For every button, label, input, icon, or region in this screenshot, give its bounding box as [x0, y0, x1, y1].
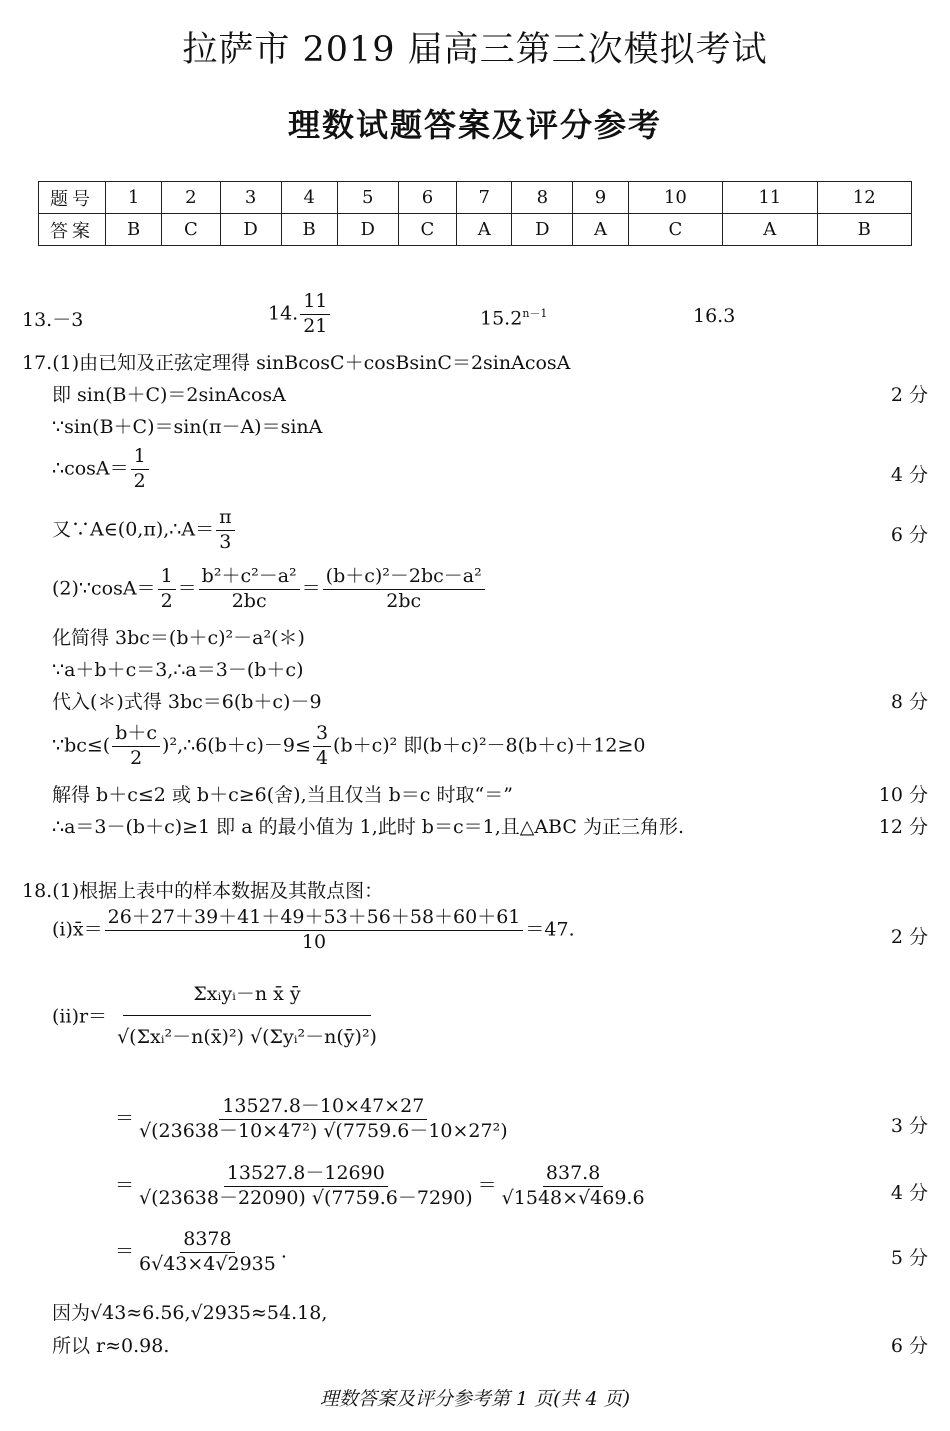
table-cell: 8: [512, 182, 573, 214]
fraction: [105, 906, 524, 955]
denominator: √1548×√469.6: [501, 1186, 645, 1209]
table-cell: C: [398, 214, 456, 246]
denominator: 2bc: [386, 589, 422, 612]
equals: ＝: [115, 1107, 135, 1130]
numerator: (b＋c)²－2bc－a²: [323, 565, 485, 590]
table-cell: 10: [628, 182, 722, 214]
fraction: [313, 722, 331, 771]
table-cell: 4: [281, 182, 337, 214]
row-label-number: 题号: [39, 182, 106, 214]
denominator: 6√43×4√2935: [139, 1252, 276, 1275]
score-label: 4 分: [890, 464, 928, 486]
numerator: 3: [313, 722, 331, 747]
table-row-answers: [39, 214, 912, 246]
answer-13: 13.－3: [22, 309, 84, 331]
denominator: √(23638－10×47²) √(7759.6－10×27²): [139, 1119, 508, 1142]
numerator: 837.8: [543, 1162, 603, 1187]
numerator: 11: [300, 290, 330, 315]
denominator: 2: [130, 746, 143, 769]
q18-line-2: [52, 906, 575, 955]
q18-line-7: 因为√43≈6.56,√2935≈54.18,: [52, 1302, 328, 1324]
table-cell: 7: [457, 182, 512, 214]
fraction: [136, 1095, 511, 1144]
table-cell: D: [337, 214, 398, 246]
score-label: 10 分: [878, 784, 928, 806]
fraction: [109, 975, 385, 1060]
answer-14-label: 14.: [268, 302, 299, 325]
score-label: 5 分: [890, 1247, 928, 1269]
equals: ＝: [301, 577, 321, 600]
numerator: Σxᵢyᵢ－n x̄ ȳ: [123, 975, 370, 1016]
fraction: [300, 290, 330, 339]
denominator: 2: [160, 589, 173, 612]
table-cell: 1: [106, 182, 162, 214]
q18-line-8: 所以 r≈0.98.: [52, 1335, 170, 1357]
page-subtitle: 理数试题答案及评分参考: [287, 106, 662, 144]
q18-line-5: [115, 1162, 650, 1211]
expr: ∵bc≤(: [52, 734, 111, 757]
denominator: 3: [219, 530, 232, 553]
numerator: b＋c: [112, 722, 160, 747]
table-cell: A: [723, 214, 817, 246]
table-cell: D: [512, 214, 573, 246]
expr: ＝47.: [525, 918, 575, 941]
table-cell: 11: [723, 182, 817, 214]
numerator: π: [216, 506, 235, 531]
table-cell: B: [281, 214, 337, 246]
numerator: 13527.8－12690: [224, 1162, 388, 1187]
expr: )²,∴6(b＋c)－9≤: [162, 734, 311, 757]
table-cell: 12: [817, 182, 912, 214]
q17-line-2: 即 sin(B＋C)＝2sinAcosA: [52, 384, 286, 406]
expr: (ⅱ)r＝: [52, 1005, 108, 1028]
fraction: [216, 506, 235, 555]
expr: 又∵A∈(0,π),∴A＝: [52, 518, 215, 541]
q17-line-6: [52, 565, 487, 614]
expr: (2)∵cosA＝: [52, 577, 156, 600]
page-footer: 理数答案及评分参考第 1 页(共 4 页): [319, 1388, 631, 1410]
denominator: √(Σxᵢ²－n(x̄)²) √(Σyᵢ²－n(ȳ)²): [117, 1025, 377, 1048]
answer-15: [480, 305, 547, 329]
table-cell: B: [817, 214, 912, 246]
numerator: 1: [131, 445, 149, 470]
score-label: 2 分: [890, 384, 928, 406]
expr: (ⅰ)x̄＝: [52, 918, 103, 941]
q18-line-3: [52, 975, 387, 1060]
score-label: 6 分: [890, 1335, 928, 1357]
denominator: 2bc: [231, 589, 267, 612]
numerator: b²＋c²－a²: [199, 565, 300, 590]
score-label: 4 分: [890, 1182, 928, 1204]
equals: ＝: [177, 577, 197, 600]
period: .: [280, 1240, 287, 1263]
denominator: 10: [301, 930, 327, 953]
equals: ＝: [115, 1240, 135, 1263]
score-label: 6 分: [890, 524, 928, 546]
answer-14: [268, 290, 332, 339]
fraction: [158, 565, 176, 614]
table-cell: 3: [220, 182, 281, 214]
score-label: 8 分: [890, 691, 928, 713]
page-title: 拉萨市 2019 届高三第三次模拟考试: [182, 30, 768, 70]
table-cell: D: [220, 214, 281, 246]
table-cell: B: [106, 214, 162, 246]
equals: ＝: [115, 1174, 135, 1197]
answer-16: 16.3: [693, 305, 736, 327]
q18-line-6: [115, 1228, 287, 1277]
fraction: [499, 1162, 648, 1211]
row-label-answer: 答案: [39, 214, 106, 246]
fraction: [112, 722, 160, 771]
score-label: 12 分: [878, 816, 928, 838]
table-cell: A: [457, 214, 512, 246]
q18-line-1: 18.(1)根据上表中的样本数据及其散点图：: [22, 880, 384, 902]
q17-line-11: 解得 b＋c≤2 或 b＋c≥6(舍),当且仅当 b＝c 时取“＝”: [52, 784, 513, 806]
table-cell: A: [573, 214, 628, 246]
denominator: √(23638－22090) √(7759.6－7290): [139, 1186, 473, 1209]
table-cell: 6: [398, 182, 456, 214]
answer-table: [38, 181, 912, 246]
q17-line-10: [52, 722, 645, 771]
fraction: [136, 1228, 279, 1277]
table-cell: 9: [573, 182, 628, 214]
equals: ＝: [477, 1174, 497, 1197]
q17-line-7: 化简得 3bc＝(b＋c)²－a²(＊): [52, 627, 305, 649]
numerator: 26＋27＋39＋41＋49＋53＋56＋58＋60＋61: [105, 906, 524, 931]
denominator: 2: [133, 469, 146, 492]
q18-line-4: [115, 1095, 513, 1144]
denominator: 21: [303, 314, 328, 337]
numerator: 1: [158, 565, 176, 590]
fraction: [323, 565, 485, 614]
table-cell: 5: [337, 182, 398, 214]
score-label: 3 分: [890, 1115, 928, 1137]
fraction: [136, 1162, 476, 1211]
q17-line-4: [52, 445, 151, 494]
table-row-numbers: [39, 182, 912, 214]
q17-line-9: 代入(＊)式得 3bc＝6(b＋c)－9: [52, 691, 322, 713]
fraction: [131, 445, 149, 494]
q17-line-8: ∵a＋b＋c＝3,∴a＝3－(b＋c): [52, 659, 304, 681]
expr: ∴cosA＝: [52, 457, 129, 480]
table-cell: C: [162, 214, 220, 246]
score-label: 2 分: [890, 926, 928, 948]
table-cell: C: [628, 214, 722, 246]
q17-line-1: 17.(1)由已知及正弦定理得 sinBcosC＋cosBsinC＝2sinAcosA: [22, 352, 571, 374]
q17-line-3: ∵sin(B＋C)＝sin(π－A)＝sinA: [52, 416, 323, 438]
table-cell: 2: [162, 182, 220, 214]
denominator: 4: [315, 746, 329, 769]
numerator: 8378: [180, 1228, 234, 1253]
answer-15-label: 15.2: [480, 307, 523, 330]
q17-line-12: ∴a＝3－(b＋c)≥1 即 a 的最小值为 1,此时 b＝c＝1,且△ABC 为正三角形.: [52, 816, 684, 838]
fraction: [199, 565, 300, 614]
q17-line-5: [52, 506, 237, 555]
exponent: n－1: [522, 307, 548, 320]
expr: (b＋c)² 即(b＋c)²－8(b＋c)＋12≥0: [333, 734, 646, 757]
numerator: 13527.8－10×47×27: [219, 1095, 427, 1120]
